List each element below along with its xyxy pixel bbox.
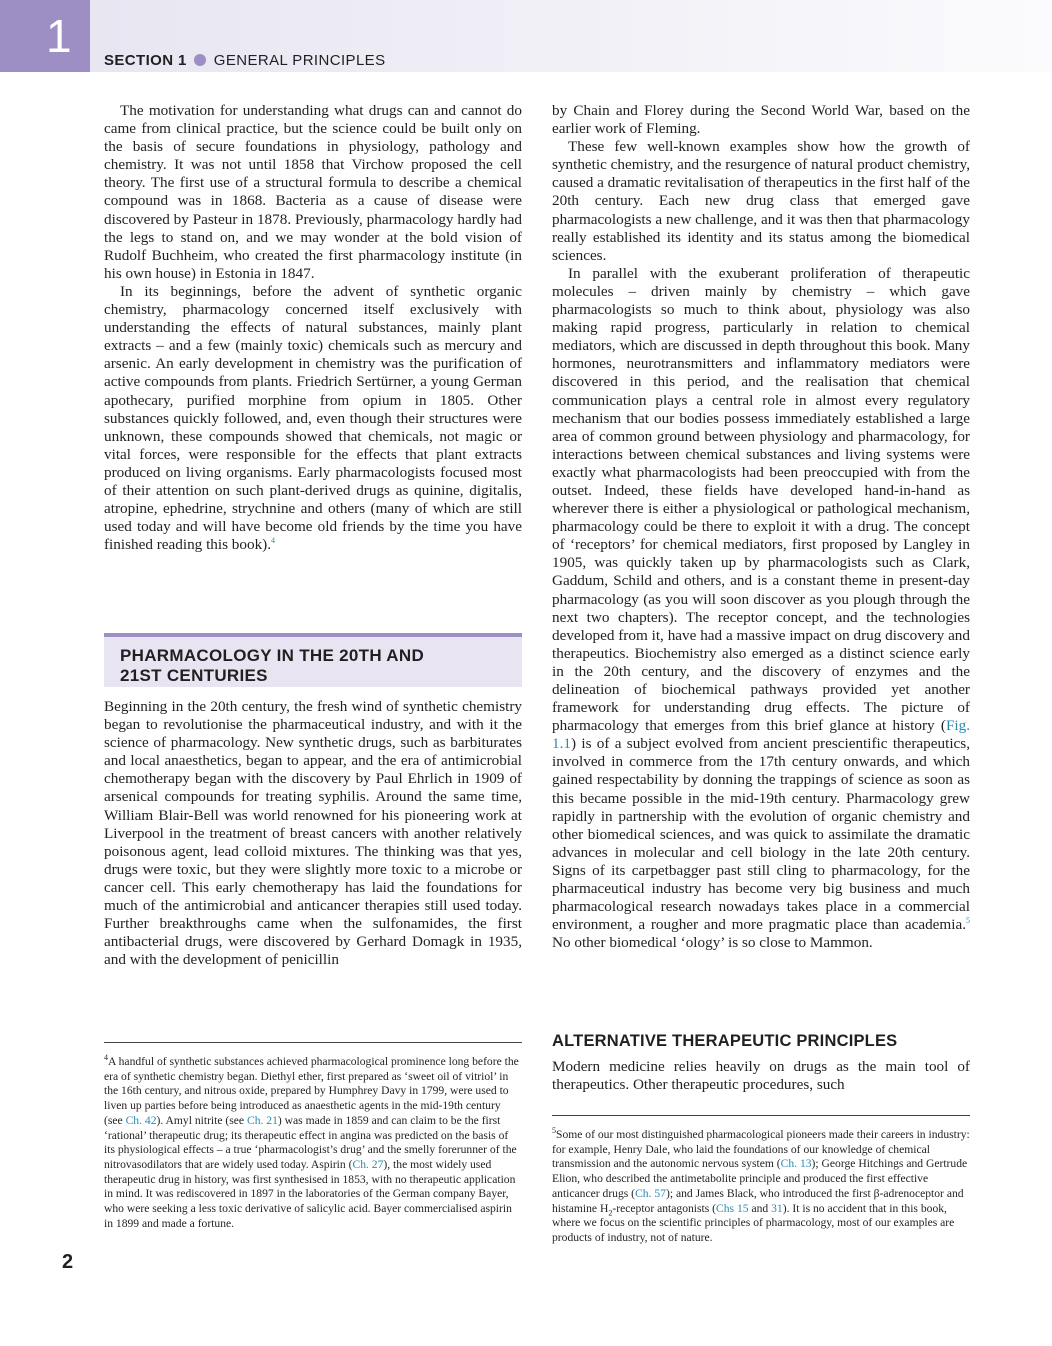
chapter-number: 1 — [46, 10, 72, 62]
cross-reference-link[interactable]: 31 — [771, 1201, 783, 1215]
running-head — [104, 52, 386, 69]
cross-reference-link[interactable]: Ch. 42 — [125, 1113, 157, 1127]
section-title: GENERAL PRINCIPLES — [213, 52, 386, 69]
footnote-divider — [552, 1115, 970, 1116]
right-column-bottom — [552, 1058, 970, 1094]
chapter-tab — [0, 0, 90, 72]
paragraph: These few well-known examples show how the growth of synthetic chemistry, and the resurgence of natural product chemistry, caused a dramatic revitalisation of therapeutics in the first half of the 20th century. Each new drug class that emerged gave pharmacologists a new challenge, and it was then that pharmacology really established its identity and its status among the biomedical sciences. — [552, 138, 970, 264]
footnote: $^4$A handful of synthetic substances achieved pharmacological prominence long before the era of synthetic chemistry began. Diethyl ether, first prepared as ‘sweet oil of vitriol’ in the 16th century, and nitrous oxide, prepared by Humphrey Davy in 1799, were used to liven up parties before being introduced as anaesthetic agents in the mid-19th century (see Ch. 42). Amyl nitrite (see Ch. 21) was made in 1859 and can claim to be the first ‘rational’ therapeutic drug; its therapeutic effect in angina was predicted on the basis of its physiological effects – a true ‘pharmacologist’s drug’ and the smelly forerunner of the nitrovasodilators that are widely used today. Aspirin (Ch. 27), the most widely used therapeutic drug in history, was first synthesised in 1853, with no therapeutic application in mind. It was rediscovered in 1897 in the laboratories of the German company Bayer, who were seeking a less toxic derivative of salicylic acid. Bayer commercialised aspirin in 1899 and made a fortune. — [104, 1053, 519, 1230]
cross-reference-link[interactable]: Chs 15 — [716, 1201, 749, 1215]
right-column — [552, 102, 970, 952]
section-label: SECTION 1 — [104, 52, 187, 69]
footnote-number: 5 — [552, 1126, 556, 1136]
subsection-heading: ALTERNATIVE THERAPEUTIC PRINCIPLES — [552, 1032, 898, 1050]
footnote-number: 4 — [104, 1053, 108, 1063]
cross-reference-link[interactable]: Ch. 27 — [352, 1157, 384, 1171]
paragraph: Beginning in the 20th century, the fresh wind of synthetic chemistry began to revolutionise the pharmaceutical industry, and with it the science of pharmacology. New synthetic drugs, such as barbiturates and local anaesthetics, began to appear, and the era of antimicrobial chemotherapy began with the discovery by Paul Ehrlich in 1909 of arsenical compounds for treating syphilis. Around the same time, William Blair-Bell was world renowned for his pioneering work at Liverpool in the treatment of breast cancers with another relatively poisonous agent, lead colloid mixtures. The thinking was that yes, drugs were toxic, but they were slightly more toxic to a microbe or cancer cell. This early chemotherapy has laid the foundations for much of the antimicrobial and anticancer therapies still used today. Further breakthroughs came when the sulfonamides, the first antibacterial drugs, were discovered by Gerhard Domagk in 1935, and with the development of penicillin — [104, 698, 522, 969]
footnote-divider — [104, 1042, 522, 1043]
cross-reference-link[interactable]: Ch. 13 — [780, 1157, 812, 1171]
bullet-dot-icon — [194, 54, 206, 66]
section-heading-box — [104, 633, 522, 687]
paragraph: The motivation for understanding what drugs can and cannot do came from clinical practice, but the science could be built only on the basis of secure foundations in physiology, pathology and chemistry. It was not until 1858 that Virchow proposed the cell theory. The first use of a structural formula to describe a chemical compound was in 1868. Bacteria as a cause of disease were discovered by Pasteur in 1878. Previously, pharmacology hardly had the legs to stand on, and we may wonder at the bold vision of Rudolf Buchheim, who created the first pharmacology institute (in his own house) in Estonia in 1847. — [104, 102, 522, 282]
footnote: $^5$Some of our most distinguished pharmacological pioneers made their careers in industry: for example, Henry Dale, who laid the foundations of our knowledge of chemical transmission and the autonomic nervous system (Ch. 13); George Hitchings and Gertrude Elion, who described the antimetabolite principle and produced the first effective anticancer drugs (Ch. 57); and James Black, who introduced the first β-adrenoceptor and histamine $H_2$-receptor antagonists (Chs 15 and 31). It is no accident that in this book, where we focus on the scientific principles of pharmacology, most of our examples are products of industry, not of nature. — [552, 1126, 970, 1244]
cross-reference-link[interactable]: Ch. 21 — [246, 1113, 278, 1127]
paragraph: Modern medicine relies heavily on drugs as the main tool of therapeutics. Other therapeutic procedures, such — [552, 1058, 970, 1094]
page-number: 2 — [62, 1251, 74, 1273]
left-column-top — [104, 102, 522, 554]
cross-reference-link[interactable]: Ch. 57 — [635, 1186, 666, 1200]
paragraph: by Chain and Florey during the Second World War, based on the earlier work of Fleming. — [552, 102, 970, 138]
section-heading: PHARMACOLOGY IN THE 20TH AND 21ST CENTURIES — [120, 646, 425, 685]
paragraph: In parallel with the exuberant proliferation of therapeutic molecules – driven mainly by chemistry – which gave pharmacologists so much to think about, physiology was also making rapid progress, particularly in relation to chemical mediators, which are discussed in depth throughout this book. Many hormones, neurotransmitters and inflammatory mediators were discovered in this period, and the realisation that chemical communication plays a central role in almost every regulatory mechanism that our bodies possess immediately established a large area of common ground between physiology and pharmacology, for interactions between chemical substances and living systems were exactly what pharmacologists had been preoccupied with from the outset. Indeed, these fields have developed hand-in-hand as wherever there is either a physiological or pathological mechanism, pharmacology could be there to exploit it with a drug. The concept of ‘receptors’ for chemical mediators, first proposed by Langley in 1905, was quickly taken up by pharmacologists such as Clark, Gaddum, Schild and others, and is a constant theme in present-day pharmacology (as you will soon discover as you plough through the next two chapters). The receptor concept, and the technologies developed from it, have had a massive impact on drug discovery and therapeutics. Biochemistry also emerged as a distinct science early in the 20th century, and the discovery of enzymes and the delineation of biochemical pathways provided yet another framework for understanding drug effects. The picture of pharmacology that emerges from this brief glance at history (Fig. 1.1) is of a subject evolved from ancient prescientific therapeutics, involved in commerce from the 17th century onwards, and which gained respectability by donning the trappings of science as soon as this became possible in the mid-19th century. Pharmacology grew rapidly in partnership with the evolution of organic chemistry and other biomedical sciences, and was quick to assimilate the dramatic advances in molecular and cell biology in the late 20th century. Signs of its carpetbagger past still cling to pharmacology, for the pharmaceutical industry has become very big business and much pharmacological research nowadays takes place in a commercial environment, a rougher and more pragmatic place than academia.$^5$ No other biomedical ‘ology’ is so close to Mammon. — [552, 264, 970, 952]
left-column-body — [104, 698, 522, 969]
footnote-ref[interactable]: 4 — [271, 536, 276, 546]
footnote-ref[interactable]: 5 — [966, 916, 970, 926]
figure-reference-link[interactable]: Fig. 1.1 — [552, 717, 970, 753]
paragraph: In its beginnings, before the advent of synthetic organic chemistry, pharmacology concerned itself exclusively with understanding the effects of natural substances, mainly plant extracts – and a few (mainly toxic) chemicals such as mercury and arsenic. An early development in chemistry was the purification of active compounds from plants. Friedrich Sertürner, a young German apothecary, purified morphine from opium in 1805. Other substances quickly followed, and, even though their structures were unknown, these compounds showed that chemicals, not magic or vital forces, were responsible for the effects that plant extracts produced on living organisms. Early pharmacologists focused most of their attention on such plant-derived drugs as quinine, digitalis, atropine, ephedrine, strychnine and others (many of which are still used today and will have become old friends by the time you have finished reading this book).$^4$ — [104, 282, 522, 554]
